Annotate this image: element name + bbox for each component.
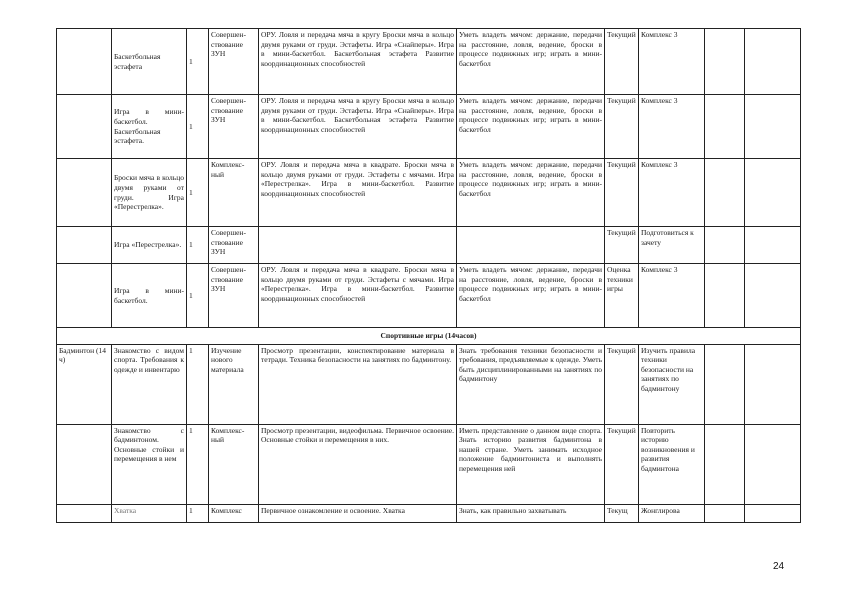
lesson-type-cell: Совершен-ствование ЗУН: [209, 95, 259, 159]
page-number: 24: [773, 561, 785, 572]
date-plan-cell: [705, 424, 745, 504]
date-plan-cell: [705, 227, 745, 264]
lesson-type-cell: Комплекс: [209, 504, 259, 522]
section-cell: [57, 424, 112, 504]
section-header: Спортивные игры (14часов): [57, 328, 801, 345]
topic-cell: Игра в мини-баскетбол. Баскетбольная эстафета.: [112, 95, 187, 159]
lesson-type-cell: Комплекс-ный: [209, 424, 259, 504]
hours-cell: 1: [187, 264, 209, 328]
date-plan-cell: [705, 344, 745, 424]
homework-cell: Комплекс 3: [639, 95, 705, 159]
content-cell: ОРУ. Ловля и передача мяча в квадрате. Броски мяча в кольцо двумя руками от груди. Эстафеты с мячами. Игра «Перестрелка». Игра в мини-баскетбол. Развитие координационных способностей: [259, 159, 457, 227]
lesson-type-cell: Изучение нового материала: [209, 344, 259, 424]
lesson-type-cell: Совершен-ствование ЗУН: [209, 227, 259, 264]
table-row: [57, 29, 801, 95]
date-fact-cell: [745, 264, 801, 328]
section-cell: [57, 504, 112, 522]
hours-cell: 1: [187, 95, 209, 159]
homework-cell: Изучить правила техники безопасности на занятиях по бадминтону: [639, 344, 705, 424]
date-plan-cell: [705, 264, 745, 328]
content-cell: [259, 227, 457, 264]
hours-cell: 1: [187, 159, 209, 227]
date-fact-cell: [745, 95, 801, 159]
section-cell: [57, 95, 112, 159]
date-fact-cell: [745, 159, 801, 227]
topic-cell: Знакомство с бадминтоном. Основные стойки и перемещения в нем: [112, 424, 187, 504]
date-plan-cell: [705, 29, 745, 95]
date-fact-cell: [745, 344, 801, 424]
topic-cell: Игра «Перестрелка».: [112, 227, 187, 264]
table-row: [57, 159, 801, 227]
content-cell: Просмотр презентации, видеофильма. Первичное освоение. Основные стойки и перемещения в них.: [259, 424, 457, 504]
date-plan-cell: [705, 504, 745, 522]
homework-cell: Комплекс 3: [639, 264, 705, 328]
topic-cell: Броски мяча в кольцо двумя руками от груди. Игра «Перестрелка».: [112, 159, 187, 227]
lesson-type-cell: Комплекс-ный: [209, 159, 259, 227]
control-cell: Текущий: [605, 227, 639, 264]
table-row: [57, 344, 801, 424]
control-cell: Текущий: [605, 159, 639, 227]
homework-cell: Комплекс 3: [639, 159, 705, 227]
content-cell: Просмотр презентации, конспектирование материала в тетради. Техника безопасности на занятиях по бадминтону.: [259, 344, 457, 424]
date-fact-cell: [745, 227, 801, 264]
plan-table: [56, 28, 801, 523]
topic-cell: Знакомство с видом спорта. Требования к одежде и инвентарю: [112, 344, 187, 424]
hours-cell: 1: [187, 29, 209, 95]
outcomes-cell: Иметь представление о данном виде спорта. Знать историю развития бадминтона в нашей стране. Уметь занимать исходное положение бадминтониста и выполнять перемещения ней: [457, 424, 605, 504]
homework-cell: Повторить историю возникновения и развития бадминтона: [639, 424, 705, 504]
section-cell: [57, 159, 112, 227]
outcomes-cell: Знать, как правильно захватывать: [457, 504, 605, 522]
hours-cell: 1: [187, 344, 209, 424]
control-cell: Текущий: [605, 424, 639, 504]
date-plan-cell: [705, 159, 745, 227]
plan-table-container: [56, 28, 800, 523]
section-header-row: [57, 328, 801, 345]
lesson-type-cell: Совершен-ствование ЗУН: [209, 264, 259, 328]
control-cell: Текущ: [605, 504, 639, 522]
outcomes-cell: Знать требования техники безопасности и требования, предъявляемые к одежде. Уметь быть дисциплинированными на занятиях по бадминтону: [457, 344, 605, 424]
topic-cell: Баскетбольная эстафета: [112, 29, 187, 95]
section-cell: Бадминтон (14 ч): [57, 344, 112, 424]
section-cell: [57, 227, 112, 264]
section-cell: [57, 29, 112, 95]
content-cell: ОРУ. Ловля и передача мяча в квадрате. Броски мяча в кольцо двумя руками от груди. Эстафеты с мячами. Игра «Перестрелка». Игра в мини-баскетбол. Развитие координационных способностей: [259, 264, 457, 328]
outcomes-cell: Уметь владеть мячом: держание, передачи на расстояние, ловля, ведение, броски в процессе подвижных игр; играть в мини-баскетбол: [457, 29, 605, 95]
table-row: [57, 424, 801, 504]
date-fact-cell: [745, 424, 801, 504]
outcomes-cell: Уметь владеть мячом: держание, передачи на расстояние, ловля, ведение, броски в процессе подвижных игр; играть в мини-баскетбол: [457, 264, 605, 328]
date-fact-cell: [745, 29, 801, 95]
date-plan-cell: [705, 95, 745, 159]
hours-cell: 1: [187, 504, 209, 522]
topic-cell: Игра в мини-баскетбол.: [112, 264, 187, 328]
table-row: [57, 227, 801, 264]
outcomes-cell: Уметь владеть мячом: держание, передачи на расстояние, ловля, ведение, броски в процессе подвижных игр; играть в мини-баскетбол: [457, 159, 605, 227]
outcomes-cell: Уметь владеть мячом: держание, передачи на расстояние, ловля, ведение, броски в процессе подвижных игр; играть в мини-баскетбол: [457, 95, 605, 159]
control-cell: Текущий: [605, 29, 639, 95]
control-cell: Текущий: [605, 344, 639, 424]
date-fact-cell: [745, 504, 801, 522]
hours-cell: 1: [187, 227, 209, 264]
homework-cell: Жонглирова: [639, 504, 705, 522]
content-cell: ОРУ. Ловля и передача мяча в кругу Броски мяча в кольцо двумя руками от груди. Эстафеты. Игра «Снайперы». Игра в мини-баскетбол. Баскетбольная эстафета Развитие координационных способностей: [259, 29, 457, 95]
topic-cell: Хватка: [112, 504, 187, 522]
outcomes-cell: [457, 227, 605, 264]
control-cell: Оценка техники игры: [605, 264, 639, 328]
content-cell: ОРУ. Ловля и передача мяча в кругу Броски мяча в кольцо двумя руками от груди. Эстафеты. Игра «Снайперы». Игра в мини-баскетбол. Баскетбольная эстафета Развитие координационных способностей: [259, 95, 457, 159]
table-row: [57, 264, 801, 328]
table-row: [57, 504, 801, 522]
table-row: [57, 95, 801, 159]
section-cell: [57, 264, 112, 328]
control-cell: Текущий: [605, 95, 639, 159]
homework-cell: Подготовиться к зачету: [639, 227, 705, 264]
hours-cell: 1: [187, 424, 209, 504]
content-cell: Первичное ознакомление и освоение. Хватка: [259, 504, 457, 522]
homework-cell: Комплекс 3: [639, 29, 705, 95]
lesson-type-cell: Совершен-ствование ЗУН: [209, 29, 259, 95]
